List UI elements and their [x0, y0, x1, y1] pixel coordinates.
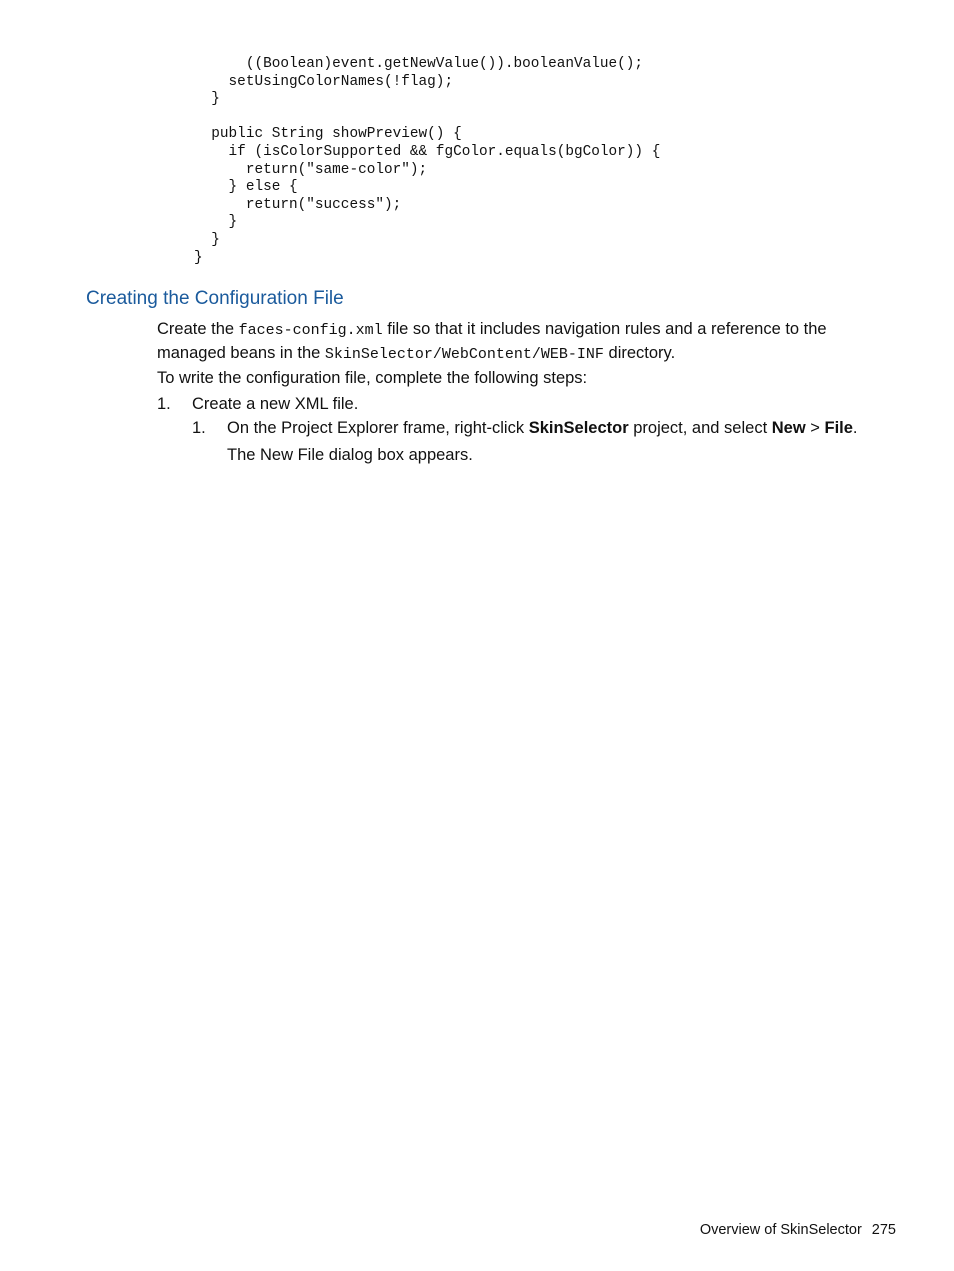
step-number: 1. — [192, 419, 206, 437]
code-line: return("same-color"); — [194, 161, 428, 178]
menu-new: New — [771, 419, 806, 437]
filename-code: faces-config.xml — [238, 322, 383, 339]
steps-intro: To write the configuration file, complete the following steps: — [157, 369, 588, 387]
code-line: } — [194, 214, 238, 231]
page-footer — [700, 1222, 896, 1238]
intro-text: managed beans in the — [157, 344, 325, 362]
code-block — [194, 56, 660, 267]
code-line: } else { — [194, 179, 298, 196]
step-1 — [157, 393, 358, 415]
substep-1 — [192, 417, 858, 439]
intro-text: Create the — [157, 320, 239, 338]
code-line: return("success"); — [194, 196, 402, 213]
substep-result: The New File dialog box appears. — [227, 446, 473, 464]
step-text: On the Project Explorer frame, right-click — [227, 419, 529, 437]
step-text: Create a new XML file. — [192, 395, 359, 413]
project-name: SkinSelector — [528, 419, 629, 437]
menu-file: File — [824, 419, 853, 437]
code-line: public String showPreview() { — [194, 126, 462, 143]
code-line: } — [194, 231, 220, 248]
step-text: project, and select — [628, 419, 772, 437]
section-heading: Creating the Configuration File — [86, 288, 344, 309]
intro-text: directory. — [603, 344, 676, 362]
intro-text: file so that it includes navigation rules and a reference to the — [382, 320, 827, 338]
directory-code: SkinSelector/WebContent/WEB-INF — [324, 346, 604, 363]
step-number: 1. — [157, 395, 171, 413]
footer-title: Overview of SkinSelector — [699, 1222, 862, 1238]
intro-paragraph — [157, 318, 827, 366]
code-line: } — [194, 249, 203, 266]
code-line: } — [194, 91, 220, 108]
code-line: setUsingColorNames(!flag); — [194, 73, 454, 90]
page-number: 275 — [871, 1222, 896, 1238]
code-line — [194, 109, 660, 127]
menu-separator: > — [805, 419, 825, 437]
step-text: . — [852, 419, 858, 437]
code-line: ((Boolean)event.getNewValue()).booleanValue(); — [194, 56, 644, 72]
code-line: if (isColorSupported && fgColor.equals(bgColor)) { — [194, 143, 661, 160]
